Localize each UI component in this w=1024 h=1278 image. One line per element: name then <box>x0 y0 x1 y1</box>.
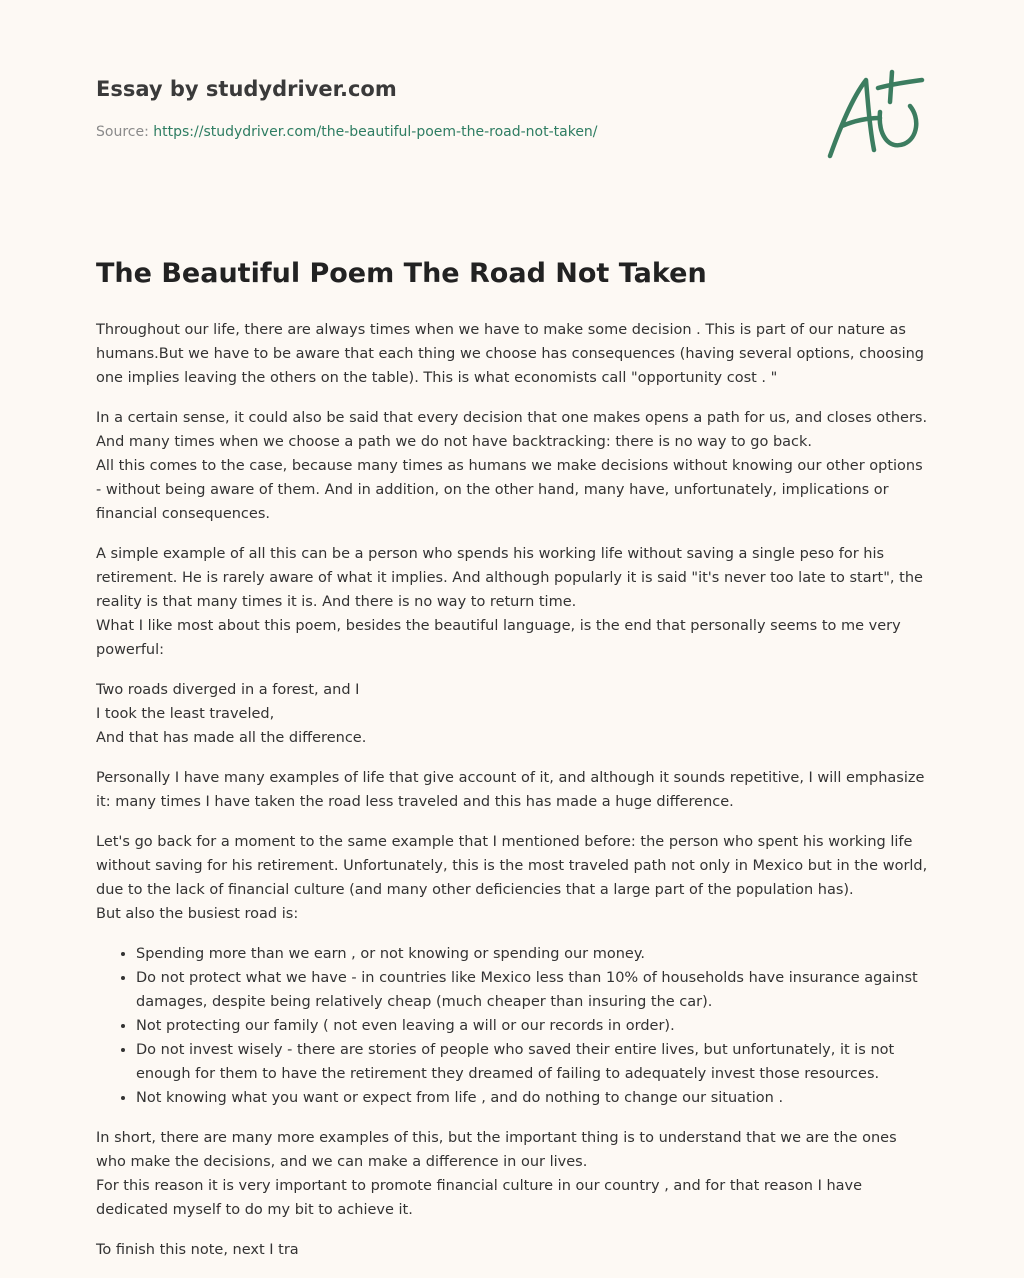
paragraph-text: But also the busiest road is: <box>96 906 299 922</box>
poem-line: I took the least traveled, <box>96 706 275 722</box>
list-item: • Spending more than we earn , or not knowing or spending our money. <box>136 942 931 966</box>
essay-content <box>96 254 931 1278</box>
paragraph-text: A simple example of all this can be a person who spends his working life without saving a single peso for his retirement. He is rarely aware of what it implies. And although popularly it is said "it's never too late to start", the reality is that many times it is. And there is no way to return time. <box>96 546 923 610</box>
source-line <box>96 121 796 143</box>
paragraph-text: To finish this note, next I tra <box>96 1242 299 1258</box>
paragraph-3 <box>96 542 931 662</box>
source-link[interactable]: https://studydriver.com/the-beautiful-poem-the-road-not-taken/ <box>153 124 598 140</box>
paragraph-text: For this reason it is very important to promote financial culture in our country , and for that reason I have dedicated myself to do my bit to achieve it. <box>96 1178 863 1218</box>
paragraph-4 <box>96 766 931 814</box>
list-item: • Do not protect what we have - in countries like Mexico less than 10% of households have insurance against damages, despite being relatively cheap (much cheaper than insuring the car). <box>136 966 931 1014</box>
poem-quote <box>96 678 931 750</box>
paragraph-6 <box>96 1126 931 1222</box>
paragraph-text: Throughout our life, there are always times when we have to make some decision . This is part of our nature as humans.But we have to be aware that each thing we choose has consequences (having several options, choosing one implies leaving the others on the table). This is what economists call "opportunity cost . " <box>96 322 924 386</box>
bullet-list <box>96 942 931 1110</box>
paragraph-2 <box>96 406 931 526</box>
document-header <box>96 74 796 143</box>
a-plus-grade-icon <box>818 68 928 168</box>
paragraph-text: In short, there are many more examples of this, but the important thing is to understand that we are the ones who make the decisions, and we can make a difference in our lives. <box>96 1130 897 1170</box>
paragraph-5 <box>96 830 931 926</box>
source-label: Source: <box>96 124 154 140</box>
essay-title: The Beautiful Poem The Road Not Taken <box>96 258 707 289</box>
paragraph-text: What I like most about this poem, besides the beautiful language, is the end that personally seems to me very powerful: <box>96 618 901 658</box>
paragraph-7-truncated <box>96 1238 931 1262</box>
poem-line: Two roads diverged in a forest, and I <box>96 682 360 698</box>
list-item: • Not knowing what you want or expect from life , and do nothing to change our situation . <box>136 1086 931 1110</box>
list-item: • Do not invest wisely - there are stories of people who saved their entire lives, but unfortunately, it is not enough for them to have the retirement they dreamed of failing to adequately invest those resources. <box>136 1038 931 1086</box>
site-title: Essay by studydriver.com <box>96 77 397 101</box>
paragraph-1 <box>96 318 931 390</box>
list-item: • Not protecting our family ( not even leaving a will or our records in order). <box>136 1014 931 1038</box>
paragraph-text: Let's go back for a moment to the same example that I mentioned before: the person who spent his working life without saving for his retirement. Unfortunately, this is the most traveled path not only in Mexico but in the world, due to the lack of financial culture (and many other deficiencies that a large part of the population has). <box>96 834 928 898</box>
poem-line: And that has made all the difference. <box>96 730 367 746</box>
paragraph-text: In a certain sense, it could also be said that every decision that one makes opens a path for us, and closes others. And many times when we choose a path we do not have backtracking: there is no way to go back. <box>96 410 928 450</box>
paragraph-text: All this comes to the case, because many times as humans we make decisions without knowing our other options - without being aware of them. And in addition, on the other hand, many have, unfortunately, implications or financial consequences. <box>96 458 923 522</box>
paragraph-text: Personally I have many examples of life that give account of it, and although it sounds repetitive, I will emphasize it: many times I have taken the road less traveled and this has made a huge difference. <box>96 770 925 810</box>
